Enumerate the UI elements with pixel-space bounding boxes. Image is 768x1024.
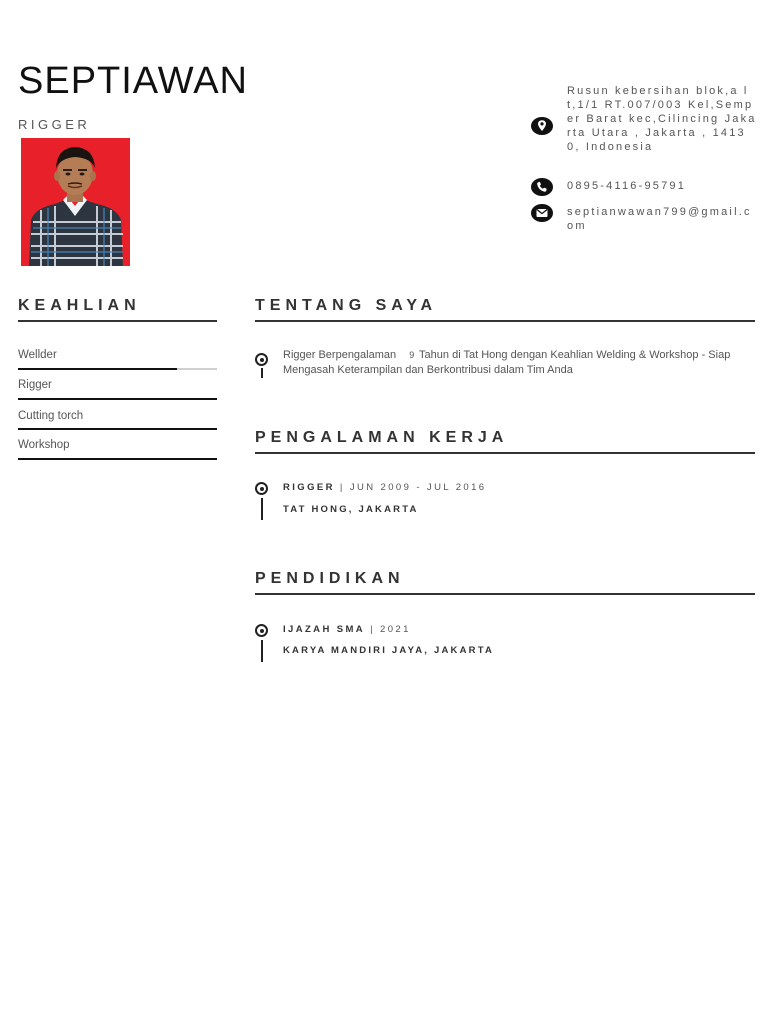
timeline-line [261,498,263,520]
experience-period: JUN 2009 - JUL 2016 [349,482,487,493]
skill-bar [18,398,217,400]
education-entry-title: IJAZAH SMA | 2021 [283,624,411,635]
about-text [283,348,753,378]
skills-title: KEAHLIAN [18,297,141,314]
about-title: TENTANG SAYA [255,297,438,314]
timeline-line [261,640,263,662]
timeline-dot-icon [255,482,268,495]
experience-entry-title: RIGGER | JUN 2009 - JUL 2016 [283,482,487,493]
skill-bar [18,428,217,430]
education-year: 2021 [380,624,411,635]
location-pin-icon [531,117,553,135]
about-text-start: Rigger Berpengalaman [283,349,400,361]
about-divider [255,320,755,322]
experience-place: TAT HONG, JAKARTA [283,504,419,515]
education-divider [255,593,755,595]
skill-label: Wellder [18,349,57,361]
timeline-dot-icon [255,353,268,366]
profile-photo [21,138,130,266]
skill-label: Rigger [18,379,52,391]
candidate-name: SEPTIAWAN [18,60,248,102]
education-degree: IJAZAH SMA [283,624,366,635]
skill-label: Cutting torch [18,410,84,422]
experience-role: RIGGER [283,482,335,493]
about-years: 9 [409,350,415,360]
skill-label: Workshop [18,439,70,451]
timeline-dot-icon [255,624,268,637]
timeline-line [261,368,263,378]
about-text-end: Tahun di Tat Hong dengan Keahlian Welding & Workshop - Siap Mengasah Keterampilan dan Berkontribusi dalam Tim Anda [283,349,731,376]
skill-bar [18,458,217,460]
mail-icon [531,204,553,222]
phone-text: 0895-4116-95791 [567,180,687,192]
experience-divider [255,452,755,454]
skill-bar [18,368,217,370]
experience-title: PENGALAMAN KERJA [255,429,509,446]
education-title: PENDIDIKAN [255,570,405,587]
email-text: septianwawan799@gmail.com [567,206,752,232]
job-role: RIGGER [18,117,91,132]
phone-icon [531,178,553,196]
person-portrait-icon [21,138,130,266]
address-text: Rusun kebersihan blok,a lt,1/1 RT.007/003 Kel,Semper Barat kec,Cilincing Jakarta Utara , Jakarta , 14130, Indonesia [567,85,757,153]
education-school: KARYA MANDIRI JAYA, JAKARTA [283,645,495,656]
skills-divider [18,320,217,322]
